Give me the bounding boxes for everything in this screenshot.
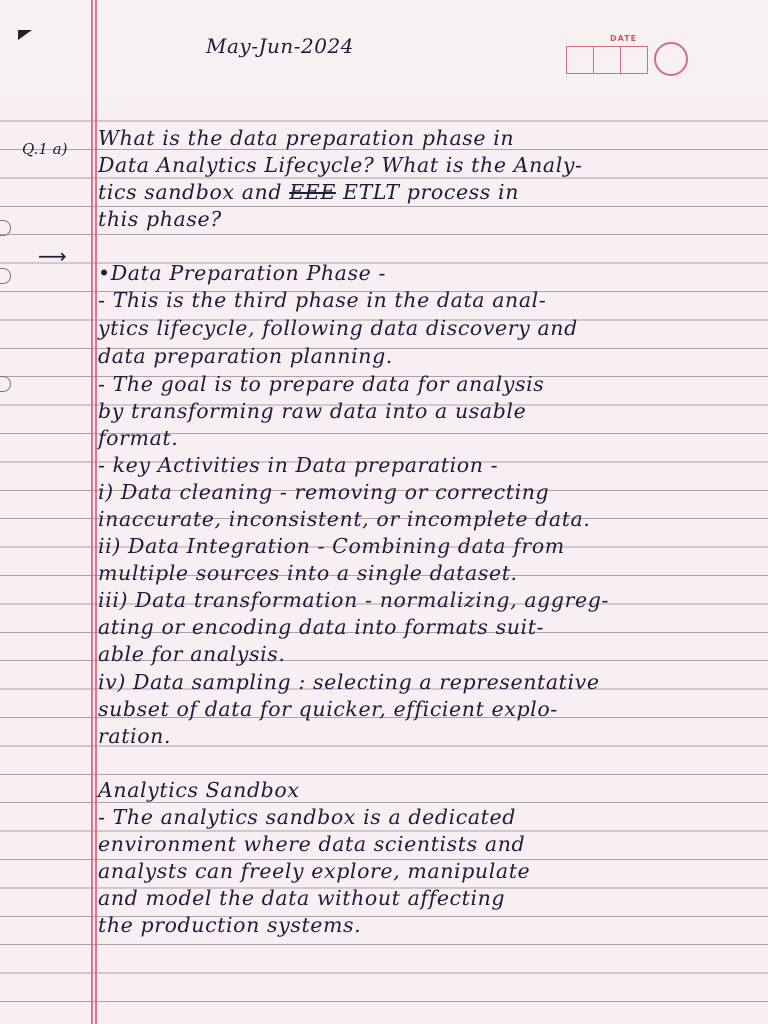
answer-line: •Data Preparation Phase - [98,261,386,285]
answer-line: and model the data without affecting [98,886,506,910]
answer-line: - The analytics sandbox is a dedicated [98,805,516,829]
section-heading: Analytics Sandbox [98,778,300,802]
question-line: Data Analytics Lifecycle? What is the Analy- [98,153,583,177]
spiral-binding [0,110,18,1024]
answer-line: ating or encoding data into formats suit- [98,615,545,639]
answer-line: - This is the third phase in the data anal- [98,288,547,312]
answer-line: analysts can freely explore, manipulate [98,859,531,883]
answer-line: i) Data cleaning - removing or correcting [98,480,550,504]
answer-line: able for analysis. [98,642,286,666]
corner-marker [18,30,32,40]
question-fragment: ETLT process in [343,180,519,204]
margin-line [95,0,97,1024]
answer-line: - The goal is to prepare data for analysis [98,372,545,396]
answer-line: by transforming raw data into a usable [98,399,527,423]
answer-line: multiple sources into a single dataset. [98,561,518,585]
answer-line: the production systems. [98,913,362,937]
question-line: this phase? [98,207,222,231]
answer-line: format. [98,426,179,450]
question-number: Q.1 a) [22,140,68,158]
date-stamp-label: DATE [610,34,638,43]
answer-line: ii) Data Integration - Combining data from [98,534,565,558]
answer-line: ration. [98,724,172,748]
answer-line: iv) Data sampling : selecting a representative [98,670,600,694]
answer-line: ytics lifecycle, following data discovery and [98,316,578,340]
answer-line: data preparation planning. [98,344,393,368]
question-line: What is the data preparation phase in [98,126,515,150]
date-stamp-circle [654,42,688,76]
question-fragment: tics sandbox and [98,180,283,204]
struck-out-word: EEE [289,180,336,204]
answer-line: inaccurate, inconsistent, or incomplete data. [98,507,591,531]
answer-line: - key Activities in Data preparation - [98,453,499,477]
date-stamp [562,34,688,76]
date-stamp-cells [566,46,648,74]
answer-line: subset of data for quicker, efficient explo- [98,697,558,721]
answer-line: iii) Data transformation - normalizing, aggreg- [98,588,609,612]
arrow-icon: ⟶ [38,244,67,268]
margin-line [91,0,93,1024]
question-line [98,178,519,206]
handwritten-date: May-Jun-2024 [206,34,354,58]
answer-line: environment where data scientists and [98,832,526,856]
